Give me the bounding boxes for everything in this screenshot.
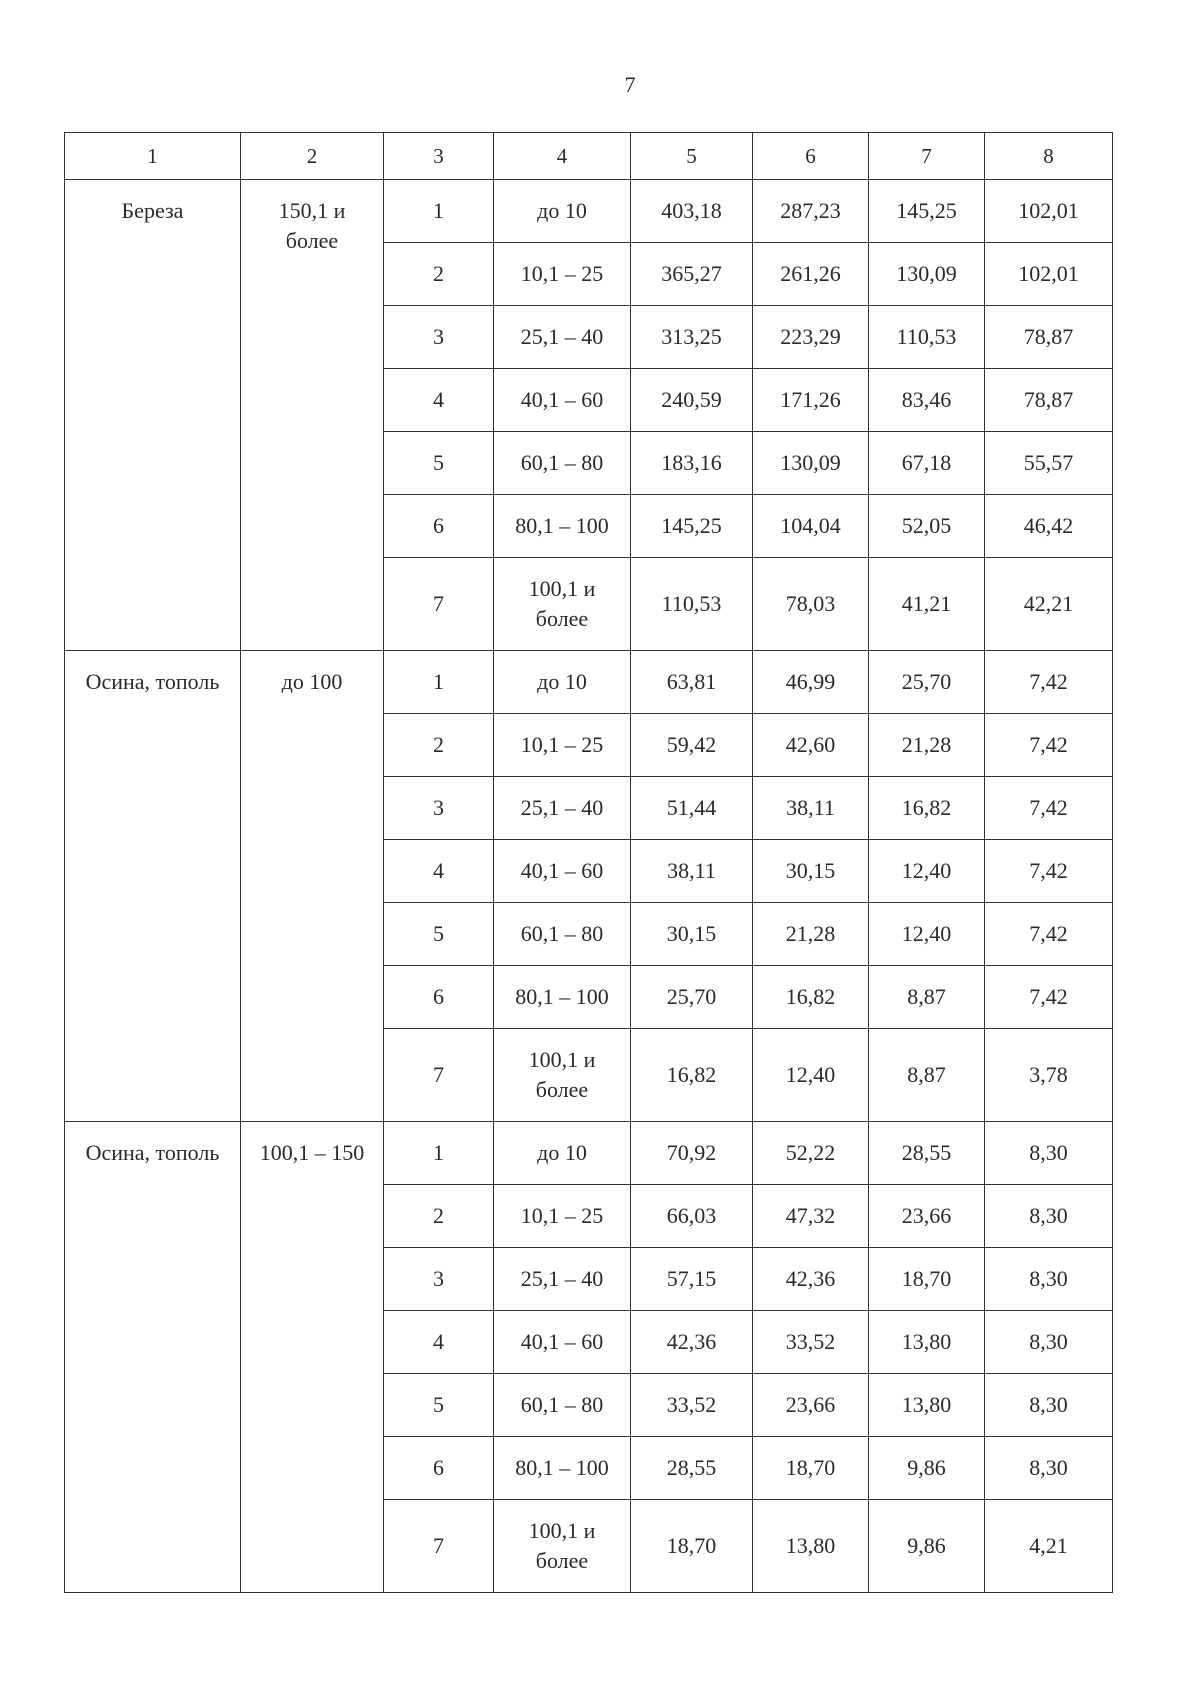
value-cell: 8,30	[985, 1311, 1113, 1374]
value-cell: 18,70	[869, 1248, 985, 1311]
value-cell: 52,22	[753, 1122, 869, 1185]
value-cell: 8,87	[869, 1029, 985, 1122]
value-cell: 42,60	[753, 714, 869, 777]
category-cell: 4	[384, 369, 494, 432]
value-cell: 63,81	[631, 651, 753, 714]
value-cell: 25,70	[631, 966, 753, 1029]
header-cell: 6	[753, 133, 869, 180]
value-cell: 4,21	[985, 1500, 1113, 1593]
header-cell: 8	[985, 133, 1113, 180]
table-row	[65, 1122, 1113, 1185]
value-cell: 57,15	[631, 1248, 753, 1311]
value-cell: 42,36	[753, 1248, 869, 1311]
value-cell: 102,01	[985, 243, 1113, 306]
category-cell: 2	[384, 243, 494, 306]
value-cell: 78,03	[753, 558, 869, 651]
distance-cell: 60,1 – 80	[494, 432, 631, 495]
value-cell: 33,52	[631, 1374, 753, 1437]
distance-cell: 100,1 и более	[494, 1500, 631, 1593]
distance-cell: 100,1 и более	[494, 1029, 631, 1122]
category-cell: 3	[384, 306, 494, 369]
value-cell: 41,21	[869, 558, 985, 651]
value-cell: 7,42	[985, 714, 1113, 777]
value-cell: 13,80	[869, 1311, 985, 1374]
distance-cell: 25,1 – 40	[494, 306, 631, 369]
distance-cell: 10,1 – 25	[494, 714, 631, 777]
category-cell: 6	[384, 495, 494, 558]
category-cell: 4	[384, 1311, 494, 1374]
value-cell: 16,82	[869, 777, 985, 840]
value-cell: 30,15	[753, 840, 869, 903]
distance-cell: 40,1 – 60	[494, 1311, 631, 1374]
header-cell: 4	[494, 133, 631, 180]
distance-cell: 60,1 – 80	[494, 903, 631, 966]
category-cell: 6	[384, 966, 494, 1029]
value-cell: 38,11	[753, 777, 869, 840]
category-cell: 6	[384, 1437, 494, 1500]
value-cell: 23,66	[869, 1185, 985, 1248]
category-cell: 4	[384, 840, 494, 903]
value-cell: 313,25	[631, 306, 753, 369]
category-cell: 7	[384, 1029, 494, 1122]
distance-cell: до 10	[494, 1122, 631, 1185]
category-cell: 3	[384, 1248, 494, 1311]
category-cell: 1	[384, 651, 494, 714]
value-cell: 110,53	[869, 306, 985, 369]
value-cell: 261,26	[753, 243, 869, 306]
header-cell: 7	[869, 133, 985, 180]
value-cell: 18,70	[631, 1500, 753, 1593]
category-cell: 2	[384, 1185, 494, 1248]
header-row	[65, 133, 1113, 180]
value-cell: 30,15	[631, 903, 753, 966]
category-cell: 2	[384, 714, 494, 777]
value-cell: 59,42	[631, 714, 753, 777]
value-cell: 9,86	[869, 1500, 985, 1593]
distance-cell: 80,1 – 100	[494, 495, 631, 558]
value-cell: 13,80	[753, 1500, 869, 1593]
value-cell: 365,27	[631, 243, 753, 306]
distance-cell: 80,1 – 100	[494, 966, 631, 1029]
header-cell: 5	[631, 133, 753, 180]
distance-cell: 10,1 – 25	[494, 243, 631, 306]
value-cell: 403,18	[631, 180, 753, 243]
distance-cell: 100,1 и более	[494, 558, 631, 651]
value-cell: 83,46	[869, 369, 985, 432]
value-cell: 18,70	[753, 1437, 869, 1500]
value-cell: 7,42	[985, 840, 1113, 903]
value-cell: 42,36	[631, 1311, 753, 1374]
table-row	[65, 180, 1113, 243]
value-cell: 28,55	[869, 1122, 985, 1185]
distance-cell: 40,1 – 60	[494, 369, 631, 432]
value-cell: 130,09	[753, 432, 869, 495]
value-cell: 13,80	[869, 1374, 985, 1437]
value-cell: 47,32	[753, 1185, 869, 1248]
value-cell: 287,23	[753, 180, 869, 243]
value-cell: 8,30	[985, 1374, 1113, 1437]
diameter-range-cell: 100,1 – 150	[241, 1122, 384, 1593]
value-cell: 23,66	[753, 1374, 869, 1437]
value-cell: 70,92	[631, 1122, 753, 1185]
value-cell: 12,40	[869, 903, 985, 966]
value-cell: 46,42	[985, 495, 1113, 558]
value-cell: 3,78	[985, 1029, 1113, 1122]
value-cell: 9,86	[869, 1437, 985, 1500]
species-cell: Осина, тополь	[65, 651, 241, 1122]
category-cell: 1	[384, 1122, 494, 1185]
category-cell: 5	[384, 903, 494, 966]
value-cell: 171,26	[753, 369, 869, 432]
header-cell: 3	[384, 133, 494, 180]
table-row	[65, 651, 1113, 714]
value-cell: 8,30	[985, 1122, 1113, 1185]
value-cell: 145,25	[869, 180, 985, 243]
value-cell: 66,03	[631, 1185, 753, 1248]
diameter-range-cell: 150,1 и более	[241, 180, 384, 651]
value-cell: 7,42	[985, 651, 1113, 714]
value-cell: 12,40	[753, 1029, 869, 1122]
value-cell: 38,11	[631, 840, 753, 903]
distance-cell: 60,1 – 80	[494, 1374, 631, 1437]
value-cell: 42,21	[985, 558, 1113, 651]
distance-cell: 25,1 – 40	[494, 777, 631, 840]
value-cell: 67,18	[869, 432, 985, 495]
value-cell: 78,87	[985, 306, 1113, 369]
category-cell: 5	[384, 1374, 494, 1437]
species-cell: Береза	[65, 180, 241, 651]
distance-cell: до 10	[494, 180, 631, 243]
distance-cell: 80,1 – 100	[494, 1437, 631, 1500]
category-cell: 5	[384, 432, 494, 495]
value-cell: 8,30	[985, 1248, 1113, 1311]
distance-cell: 10,1 – 25	[494, 1185, 631, 1248]
distance-cell: 40,1 – 60	[494, 840, 631, 903]
distance-cell: до 10	[494, 651, 631, 714]
category-cell: 7	[384, 1500, 494, 1593]
value-cell: 7,42	[985, 903, 1113, 966]
page-number: 7	[624, 72, 636, 97]
category-cell: 1	[384, 180, 494, 243]
value-cell: 8,30	[985, 1437, 1113, 1500]
category-cell: 3	[384, 777, 494, 840]
value-cell: 21,28	[869, 714, 985, 777]
value-cell: 25,70	[869, 651, 985, 714]
value-cell: 7,42	[985, 966, 1113, 1029]
value-cell: 145,25	[631, 495, 753, 558]
value-cell: 16,82	[753, 966, 869, 1029]
value-cell: 104,04	[753, 495, 869, 558]
value-cell: 102,01	[985, 180, 1113, 243]
value-cell: 183,16	[631, 432, 753, 495]
distance-cell: 25,1 – 40	[494, 1248, 631, 1311]
header-cell: 2	[241, 133, 384, 180]
value-cell: 55,57	[985, 432, 1113, 495]
value-cell: 21,28	[753, 903, 869, 966]
price-table	[64, 132, 1113, 1593]
value-cell: 46,99	[753, 651, 869, 714]
value-cell: 33,52	[753, 1311, 869, 1374]
value-cell: 51,44	[631, 777, 753, 840]
value-cell: 130,09	[869, 243, 985, 306]
table-body	[65, 133, 1113, 1593]
value-cell: 110,53	[631, 558, 753, 651]
value-cell: 8,87	[869, 966, 985, 1029]
value-cell: 12,40	[869, 840, 985, 903]
value-cell: 240,59	[631, 369, 753, 432]
diameter-range-cell: до 100	[241, 651, 384, 1122]
species-cell: Осина, тополь	[65, 1122, 241, 1593]
value-cell: 7,42	[985, 777, 1113, 840]
value-cell: 8,30	[985, 1185, 1113, 1248]
category-cell: 7	[384, 558, 494, 651]
header-cell: 1	[65, 133, 241, 180]
value-cell: 78,87	[985, 369, 1113, 432]
value-cell: 223,29	[753, 306, 869, 369]
value-cell: 28,55	[631, 1437, 753, 1500]
value-cell: 52,05	[869, 495, 985, 558]
value-cell: 16,82	[631, 1029, 753, 1122]
